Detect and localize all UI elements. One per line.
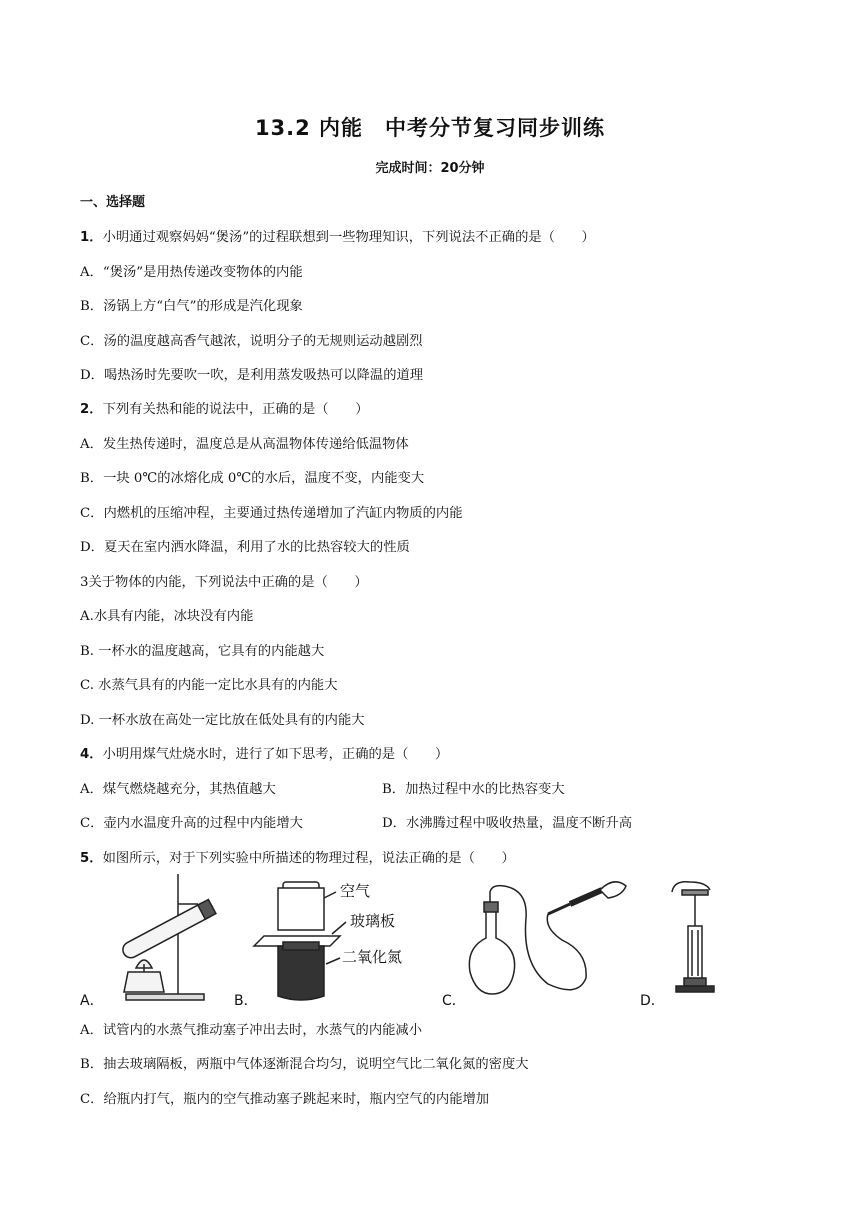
- q3-option-b: B. 一杯水的温度越高，它具有的内能越大: [80, 644, 325, 659]
- figure-label-a: A．: [80, 993, 104, 1009]
- q4-option-c: C．壶内水温度升高的过程中内能增大: [80, 816, 303, 831]
- q2-option-a: A．发生热传递时，温度总是从高温物体传递给低温物体: [80, 437, 409, 452]
- question-text: 小明用煤气灶烧水时，进行了如下思考，正确的是（ ）: [102, 747, 449, 762]
- question-text: 小明通过观察妈妈“煲汤”的过程联想到一些物理知识，下列说法不正确的是（ ）: [102, 230, 595, 245]
- question-text: 下列有关热和能的说法中，正确的是（ ）: [102, 402, 369, 417]
- q3-option-a: A.水具有内能，冰块没有内能: [80, 609, 254, 624]
- q3-option-d: D. 一杯水放在高处一定比放在低处具有的内能大: [80, 713, 365, 728]
- completion-time: 完成时间：20分钟: [375, 161, 485, 176]
- q3-option-c: C. 水蒸气具有的内能一定比水具有的内能大: [80, 678, 338, 693]
- q4-option-a: A．煤气燃烧越充分，其热值越大: [80, 782, 276, 797]
- q5-option-b: B．抽去玻璃隔板，两瓶中气体逐渐混合均匀，说明空气比二氧化氮的密度大: [80, 1057, 529, 1072]
- q5-option-c: C．给瓶内打气，瓶内的空气推动塞子跳起来时，瓶内空气的内能增加: [80, 1092, 490, 1107]
- q4-option-b: B．加热过程中水的比热容变大: [382, 782, 565, 797]
- figure-label-d: D．: [640, 993, 665, 1009]
- callout-glass-plate: 玻璃板: [350, 912, 396, 930]
- q2-option-c: C．内燃机的压缩冲程，主要通过热传递增加了汽缸内物质的内能: [80, 506, 463, 521]
- question-number: 1．: [80, 230, 103, 245]
- question-text: 如图所示，对于下列实验中所描述的物理过程，说法正确的是（ ）: [102, 851, 515, 866]
- flask-pump-illustration: [469, 882, 626, 994]
- q1-option-a: A．“煲汤”是用热传递改变物体的内能: [80, 265, 303, 280]
- question-5-stem: [80, 847, 515, 866]
- question-1-stem: [80, 226, 595, 245]
- gas-jars-illustration: [254, 882, 346, 1000]
- figure-label-c: C．: [442, 993, 466, 1009]
- q1-option-d: D．喝热汤时先要吹一吹，是利用蒸发吸热可以降温的道理: [80, 368, 424, 383]
- q5-option-a: A．试管内的水蒸气推动塞子冲出去时，水蒸气的内能减小: [80, 1023, 423, 1038]
- question-number: 5．: [80, 851, 103, 866]
- q2-option-b: B．一块 0℃的冰熔化成 0℃的水后，温度不变，内能变大: [80, 471, 425, 486]
- q4-option-d: D．水沸腾过程中吸收热量，温度不断升高: [382, 816, 633, 831]
- question-number: 2．: [80, 402, 103, 417]
- question-number: 4．: [80, 747, 103, 762]
- experiment-figure: [78, 868, 778, 1010]
- callout-nitrogen-dioxide: 二氧化氮: [342, 948, 403, 966]
- question-2-stem: [80, 398, 369, 417]
- section-heading: 一、选择题: [80, 195, 146, 210]
- test-tube-stand-illustration: [120, 874, 216, 1000]
- q1-option-b: B．汤锅上方“白气”的形成是汽化现象: [80, 299, 303, 314]
- callout-air: 空气: [340, 882, 371, 900]
- question-3-stem: 3关于物体的内能，下列说法中正确的是（ ）: [80, 575, 368, 590]
- figure-callouts: [340, 882, 402, 966]
- figure-label-b: B．: [234, 993, 258, 1009]
- q1-option-c: C．汤的温度越高香气越浓，说明分子的无规则运动越剧烈: [80, 334, 423, 349]
- fire-piston-illustration: [672, 882, 714, 992]
- question-4-stem: [80, 743, 448, 762]
- q2-option-d: D．夏天在室内洒水降温，利用了水的比热容较大的性质: [80, 540, 410, 555]
- page-title: 13.2 内能 中考分节复习同步训练: [254, 116, 606, 140]
